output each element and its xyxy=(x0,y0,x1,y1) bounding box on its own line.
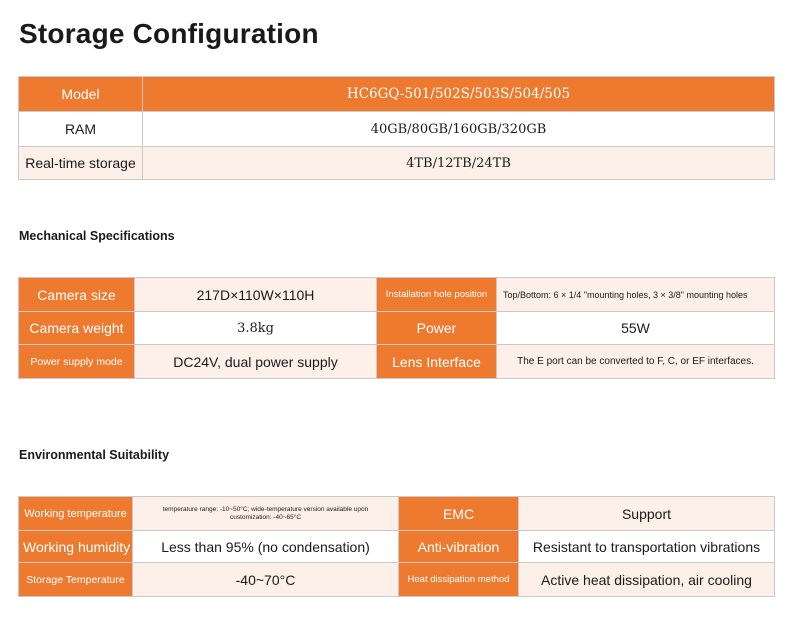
realtime-storage-label: Real-time storage xyxy=(19,147,143,180)
table-row xyxy=(19,312,775,345)
model-value: HC6GQ-501/502S/503S/504/505 xyxy=(143,77,775,112)
anti-vibration-value: Resistant to transportation vibrations xyxy=(519,531,775,563)
table-row xyxy=(19,563,775,597)
storage-table xyxy=(18,76,775,180)
anti-vibration-label: Anti-vibration xyxy=(399,531,519,563)
camera-size-value: 217D×110W×110H xyxy=(135,278,377,312)
working-temperature-label: Working temperature xyxy=(19,497,133,531)
table-row xyxy=(19,147,775,180)
mechanical-table xyxy=(18,277,775,379)
emc-label: EMC xyxy=(399,497,519,531)
table-row xyxy=(19,531,775,563)
storage-temperature-label: Storage Temperature xyxy=(19,563,133,597)
table-row xyxy=(19,77,775,112)
table-row xyxy=(19,345,775,379)
ram-value: 40GB/80GB/160GB/320GB xyxy=(143,112,775,147)
mechanical-section-title: Mechanical Specifications xyxy=(19,229,175,243)
ram-label: RAM xyxy=(19,112,143,147)
camera-weight-value: 3.8kg xyxy=(135,312,377,345)
camera-weight-label: Camera weight xyxy=(19,312,135,345)
power-supply-mode-label: Power supply mode xyxy=(19,345,135,379)
installation-hole-value: Top/Bottom: 6 × 1/4 "mounting holes, 3 × 3/8" mounting holes xyxy=(497,278,775,312)
realtime-storage-value: 4TB/12TB/24TB xyxy=(143,147,775,180)
camera-size-label: Camera size xyxy=(19,278,135,312)
lens-interface-label: Lens Interface xyxy=(377,345,497,379)
working-humidity-value: Less than 95% (no condensation) xyxy=(133,531,399,563)
heat-dissipation-label: Heat dissipation method xyxy=(399,563,519,597)
power-value: 55W xyxy=(497,312,775,345)
page-title: Storage Configuration xyxy=(19,18,319,49)
working-humidity-label: Working humidity xyxy=(19,531,133,563)
working-temperature-value: temperature range: -10~50°C; wide-temperature version available upon customization: -40~65°C xyxy=(133,497,399,531)
model-label: Model xyxy=(19,77,143,112)
heat-dissipation-value: Active heat dissipation, air cooling xyxy=(519,563,775,597)
environmental-section-title: Environmental Suitability xyxy=(19,448,170,462)
environmental-table xyxy=(18,496,775,597)
emc-value: Support xyxy=(519,497,775,531)
table-row xyxy=(19,278,775,312)
power-supply-mode-value: DC24V, dual power supply xyxy=(135,345,377,379)
power-label: Power xyxy=(377,312,497,345)
lens-interface-value: The E port can be converted to F, C, or EF interfaces. xyxy=(497,345,775,379)
installation-hole-label: Installation hole position xyxy=(377,278,497,312)
storage-temperature-value: -40~70°C xyxy=(133,563,399,597)
table-row xyxy=(19,112,775,147)
table-row xyxy=(19,497,775,531)
